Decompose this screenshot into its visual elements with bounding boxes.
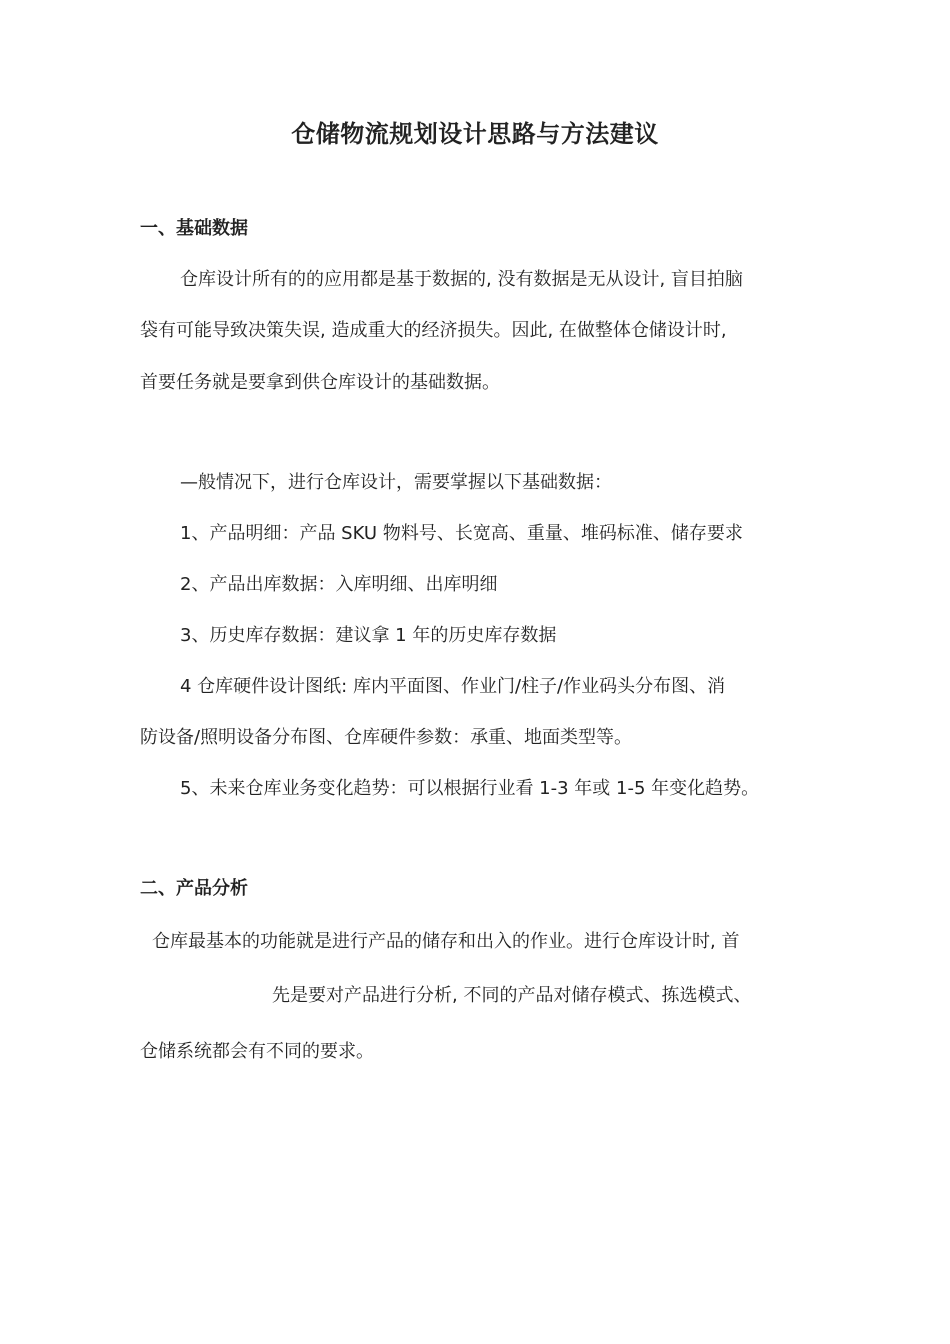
paragraph-line: 首要任务就是要拿到供仓库设计的基础数据。 (140, 372, 500, 393)
list-item: 3、历史库存数据：建议拿 1 年的历史库存数据 (180, 625, 557, 646)
paragraph-line: 先是要对产品进行分析, 不同的产品对储存模式、拣选模式、 (272, 985, 752, 1006)
list-item: 4 仓库硬件设计图纸: 库内平面图、作业门/柱子/作业码头分布图、消 (180, 676, 726, 697)
paragraph-line: 仓库设计所有的的应用都是基于数据的, 没有数据是无从设计, 盲目拍脑 (180, 269, 743, 290)
list-item: 5、未来仓库业务变化趋势：可以根据行业看 1-3 年或 1-5 年变化趋势。 (180, 778, 760, 799)
paragraph-intro: —般情况下，进行仓库设计，需要掌握以下基础数据： (180, 472, 612, 493)
section-heading-basic-data: 一、基础数据 (140, 218, 248, 239)
paragraph-line: 仓库最基本的功能就是进行产品的储存和出入的作业。进行仓库设计时, 首 (152, 931, 740, 952)
paragraph-line: 仓储系统都会有不同的要求。 (140, 1041, 374, 1062)
paragraph-line: 袋有可能导致决策失误, 造成重大的经济损失。因此, 在做整体仓储设计时, (140, 320, 727, 341)
list-item: 1、产品明细：产品 SKU 物料号、长宽高、重量、堆码标准、储存要求 (180, 523, 743, 544)
document-title: 仓储物流规划设计思路与方法建议 (291, 120, 659, 148)
list-item-continued: 防设备/照明设备分布图、仓库硬件参数：承重、地面类型等。 (140, 727, 633, 748)
section-heading-product-analysis: 二、产品分析 (140, 878, 248, 899)
list-item: 2、产品出库数据：入库明细、出库明细 (180, 574, 498, 595)
